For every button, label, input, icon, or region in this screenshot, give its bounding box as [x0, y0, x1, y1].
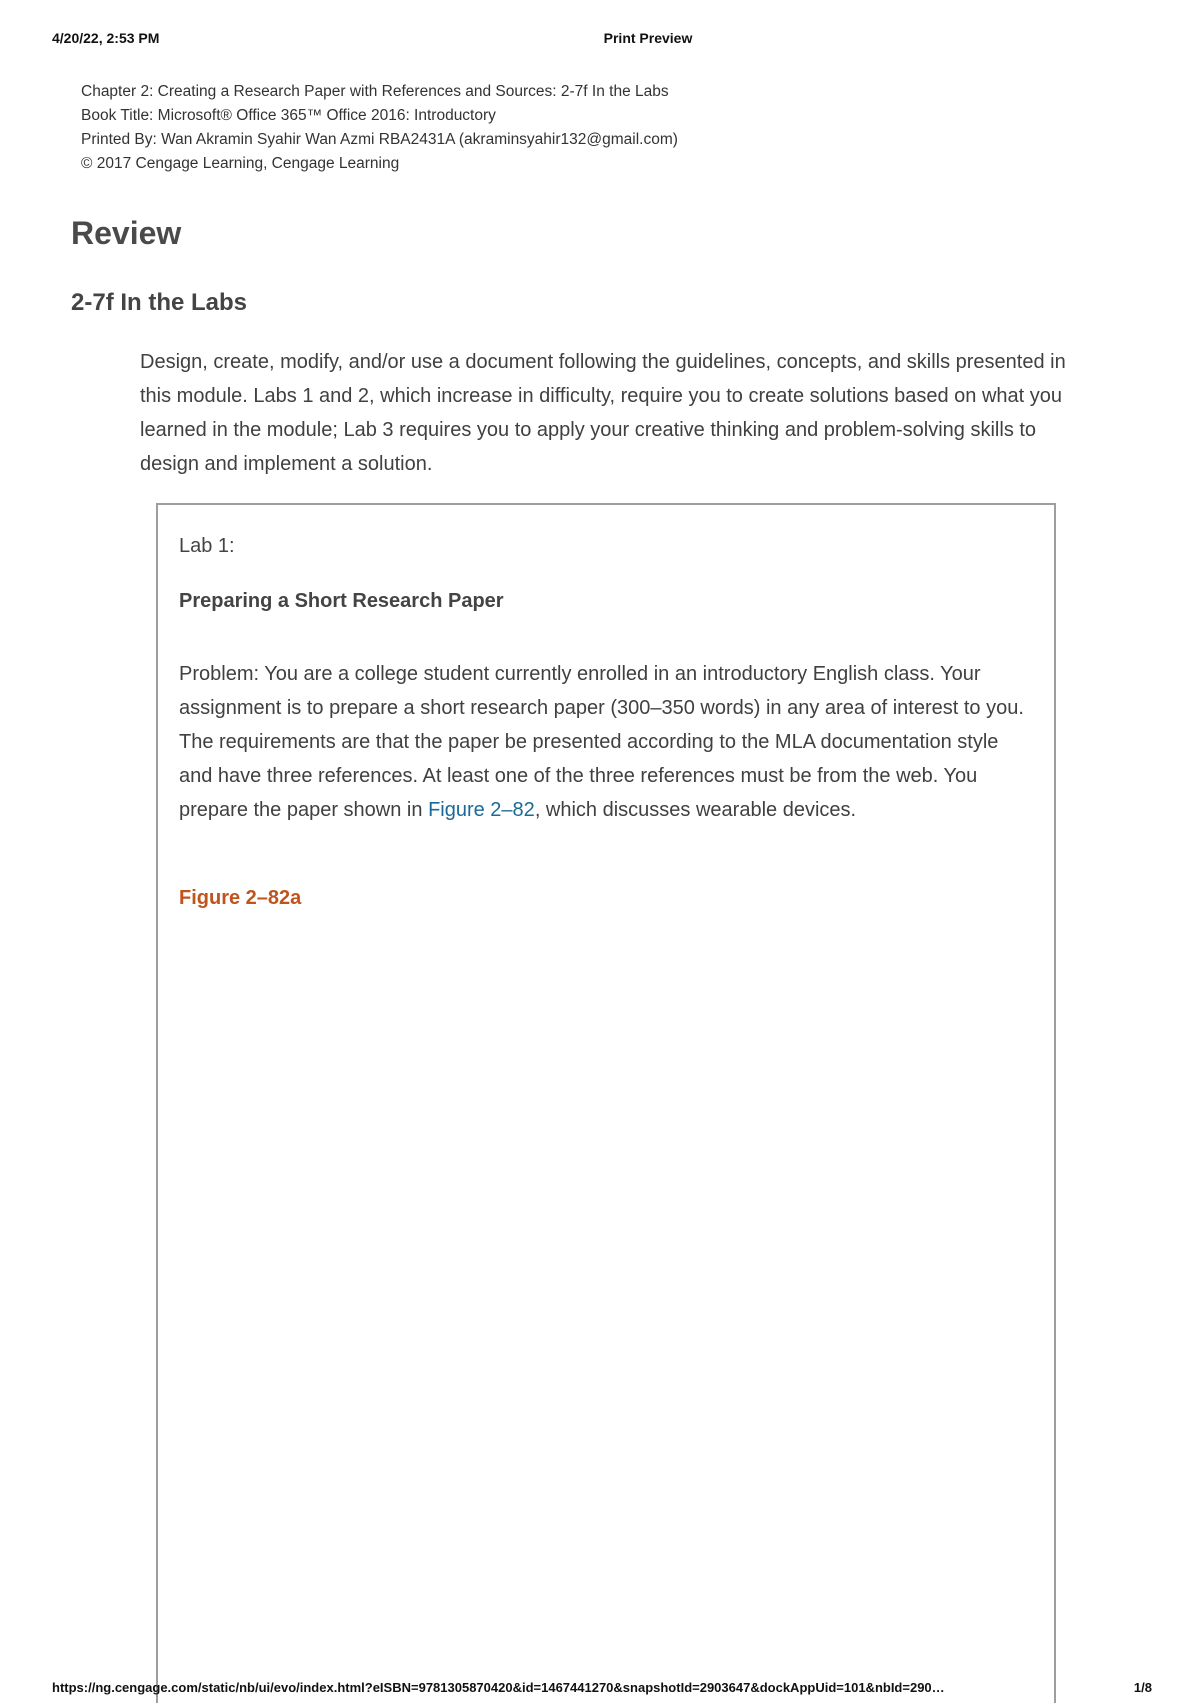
- section-heading: 2-7f In the Labs: [71, 289, 248, 316]
- lab-label: Lab 1:: [179, 535, 235, 557]
- problem-paragraph: [179, 657, 1029, 827]
- print-footer: [52, 1680, 1152, 1696]
- lab-1-box: [156, 503, 1056, 1703]
- chapter-line: Chapter 2: Creating a Research Paper with References and Sources: 2-7f In the Labs: [81, 83, 669, 100]
- figure-2-82-link[interactable]: Figure 2–82: [428, 799, 535, 821]
- copyright-line: © 2017 Cengage Learning, Cengage Learning: [81, 155, 400, 172]
- page-url: https://ng.cengage.com/static/nb/ui/evo/index.html?eISBN=9781305870420&id=1467441270&snapshotId=2903647&dockAppUid=101&nbId=290…: [52, 1680, 945, 1695]
- page-number: 1/8: [1133, 1680, 1152, 1695]
- print-preview-title: Print Preview: [603, 30, 693, 46]
- book-metadata: [81, 80, 678, 176]
- problem-text-end: , which discusses wearable devices.: [534, 799, 857, 821]
- review-heading: Review: [71, 215, 182, 251]
- intro-paragraph: Design, create, modify, and/or use a document following the guidelines, concepts, and skills presented in this module. Labs 1 and 2, which increase in difficulty, require you to create solutions based on what you learned in the module; Lab 3 requires you to apply your creative thinking and problem-solving skills to design and implement a solution.: [140, 351, 1066, 475]
- print-header: [52, 30, 1148, 50]
- lab-heading: Preparing a Short Research Paper: [179, 590, 504, 612]
- printed-by-line: Printed By: Wan Akramin Syahir Wan Azmi RBA2431A (akraminsyahir132@gmail.com): [81, 131, 678, 148]
- print-date: 4/20/22, 2:53 PM: [52, 30, 160, 46]
- book-title-line: Book Title: Microsoft® Office 365™ Office 2016: Introductory: [81, 107, 496, 124]
- problem-text: Problem: You are a college student currently enrolled in an introductory English class. Your assignment is to prepare a short research paper (300–350 words) in any area of interest to you. The requirements are that the paper be presented according to the MLA documentation style and have three references. At least one of the three references must be from the web. You prepare the paper shown in: [179, 663, 1024, 821]
- figure-caption: Figure 2–82a: [179, 887, 302, 909]
